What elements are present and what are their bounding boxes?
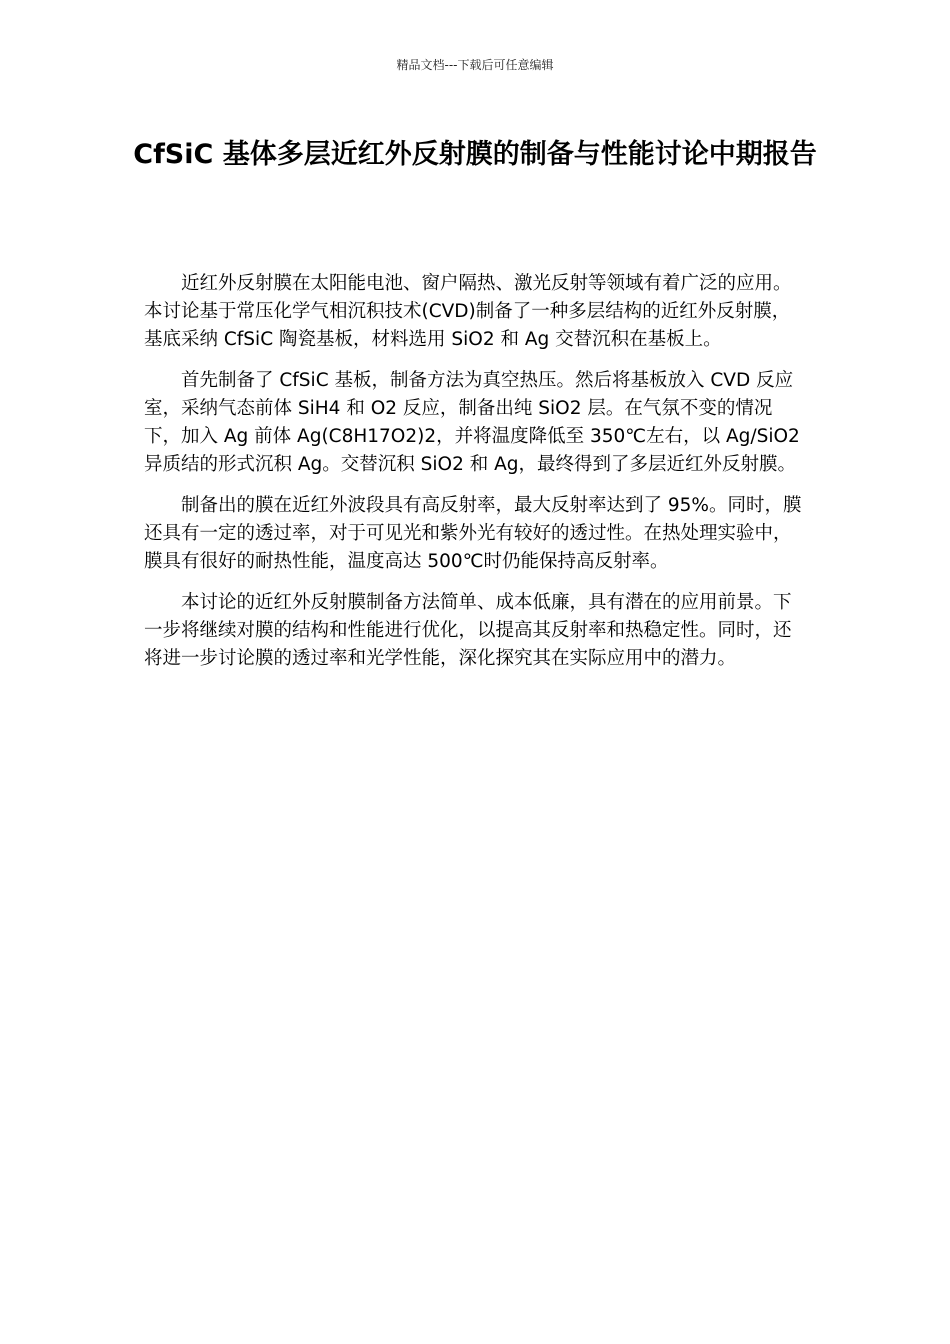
body-paragraph: 制备出的膜在近红外波段具有高反射率，最大反射率达到了 95%。同时，膜还具有一定的透过率，对于可见光和紫外光有较好的透过性。在热处理实验中，膜具有很好的耐热性能，温度高达 500℃时仍能保持高反射率。	[144, 495, 802, 572]
page-header: 精品文档---下载后可任意编辑	[396, 58, 554, 72]
document-body	[144, 270, 808, 686]
body-paragraph: 本讨论的近红外反射膜制备方法简单、成本低廉，具有潜在的应用前景。下一步将继续对膜的结构和性能进行优化，以提高其反射率和热稳定性。同时，还将进一步讨论膜的透过率和光学性能，深化探究其在实际应用中的潜力。	[144, 592, 792, 669]
body-paragraph: 首先制备了 CfSiC 基板，制备方法为真空热压。然后将基板放入 CVD 反应室，采纳气态前体 SiH4 和 O2 反应，制备出纯 SiO2 层。在气氛不变的情况下，加入 Ag 前体 Ag(C8H17O2)2，并将温度降低至 350℃左右，以 Ag/SiO2 异质结的形式沉积 Ag。交替沉积 SiO2 和 Ag，最终得到了多层近红外反射膜。	[144, 370, 800, 475]
body-paragraph: 近红外反射膜在太阳能电池、窗户隔热、激光反射等领域有着广泛的应用。本讨论基于常压化学气相沉积技术(CVD)制备了一种多层结构的近红外反射膜，基底采纳 CfSiC 陶瓷基板，材料选用 SiO2 和 Ag 交替沉积在基板上。	[144, 273, 792, 350]
document-title: CfSiC 基体多层近红外反射膜的制备与性能讨论中期报告	[133, 139, 817, 170]
